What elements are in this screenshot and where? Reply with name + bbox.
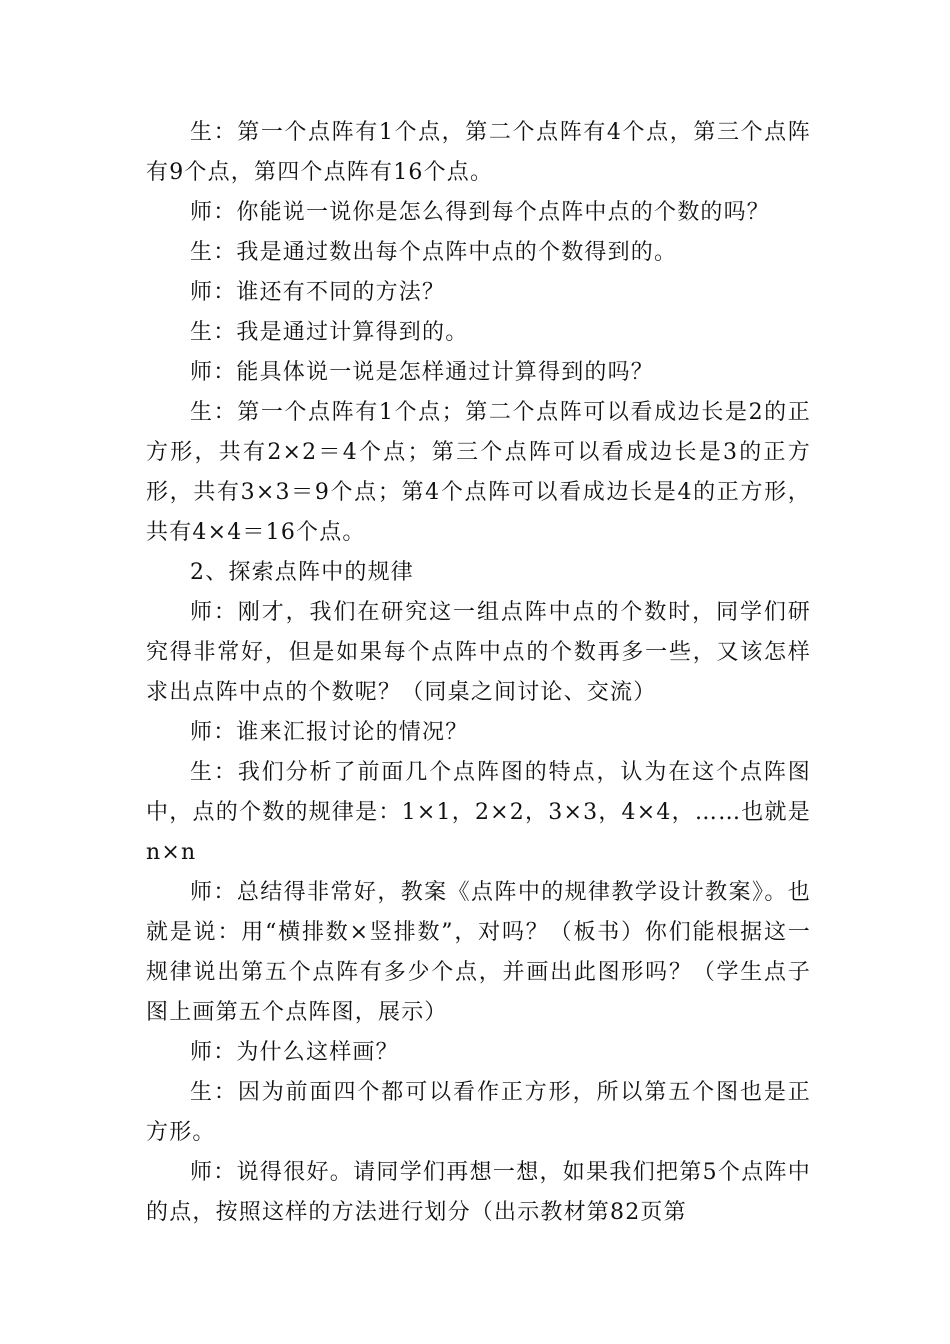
paragraph-student-pattern-nxn: 生：我们分析了前面几个点阵图的特点，认为在这个点阵图中，点的个数的规律是：1×1，2×2，3×3，4×4，……也就是n×n bbox=[146, 760, 811, 865]
paragraph-teacher-question-how: 师：你能说一说你是怎么得到每个点阵中点的个数的吗？ bbox=[190, 200, 771, 225]
paragraph-teacher-divide-points: 师：说得很好。请同学们再想一想，如果我们把第5个点阵中的点，按照这样的方法进行划分（出示教材第82页第 bbox=[146, 1160, 811, 1225]
paragraph-teacher-discussion-prompt: 师：刚才，我们在研究这一组点阵中点的个数时，同学们研究得非常好，但是如果每个点阵中点的个数再多一些，又该怎样求出点阵中点的个数呢？（同桌之间讨论、交流） bbox=[146, 600, 811, 705]
paragraph-student-answer-counts: 生：第一个点阵有1个点，第二个点阵有4个点，第三个点阵有9个点，第四个点阵有16个点。 bbox=[146, 120, 811, 185]
paragraph-teacher-summary: 师：总结得非常好，教案《点阵中的规律教学设计教案》。也就是说：用“横排数×竖排数”，对吗？（板书）你们能根据这一规律说出第五个点阵有多少个点，并画出此图形吗？（学生点子图上画第五个点阵图，展示） bbox=[146, 880, 811, 1025]
paragraph-student-counting: 生：我是通过数出每个点阵中点的个数得到的。 bbox=[190, 240, 678, 265]
document-body bbox=[146, 113, 811, 1233]
paragraph-teacher-report: 师：谁来汇报讨论的情况？ bbox=[190, 720, 469, 745]
paragraph-student-square-reason: 生：因为前面四个都可以看作正方形，所以第五个图也是正方形。 bbox=[146, 1080, 811, 1145]
paragraph-student-square-explanation: 生：第一个点阵有1个点；第二个点阵可以看成边长是2的正方形，共有2×2＝4个点；第三个点阵可以看成边长是3的正方形，共有3×3＝9个点；第4个点阵可以看成边长是4的正方形，共有4×4＝16个点。 bbox=[146, 400, 811, 545]
section-heading-explore-pattern: 2、探索点阵中的规律 bbox=[190, 560, 414, 585]
paragraph-teacher-other-methods: 师：谁还有不同的方法？ bbox=[190, 280, 446, 305]
paragraph-teacher-explain-calculation: 师：能具体说一说是怎样通过计算得到的吗？ bbox=[190, 360, 655, 385]
paragraph-teacher-why-draw: 师：为什么这样画？ bbox=[190, 1040, 399, 1065]
paragraph-student-calculation: 生：我是通过计算得到的。 bbox=[190, 320, 469, 345]
